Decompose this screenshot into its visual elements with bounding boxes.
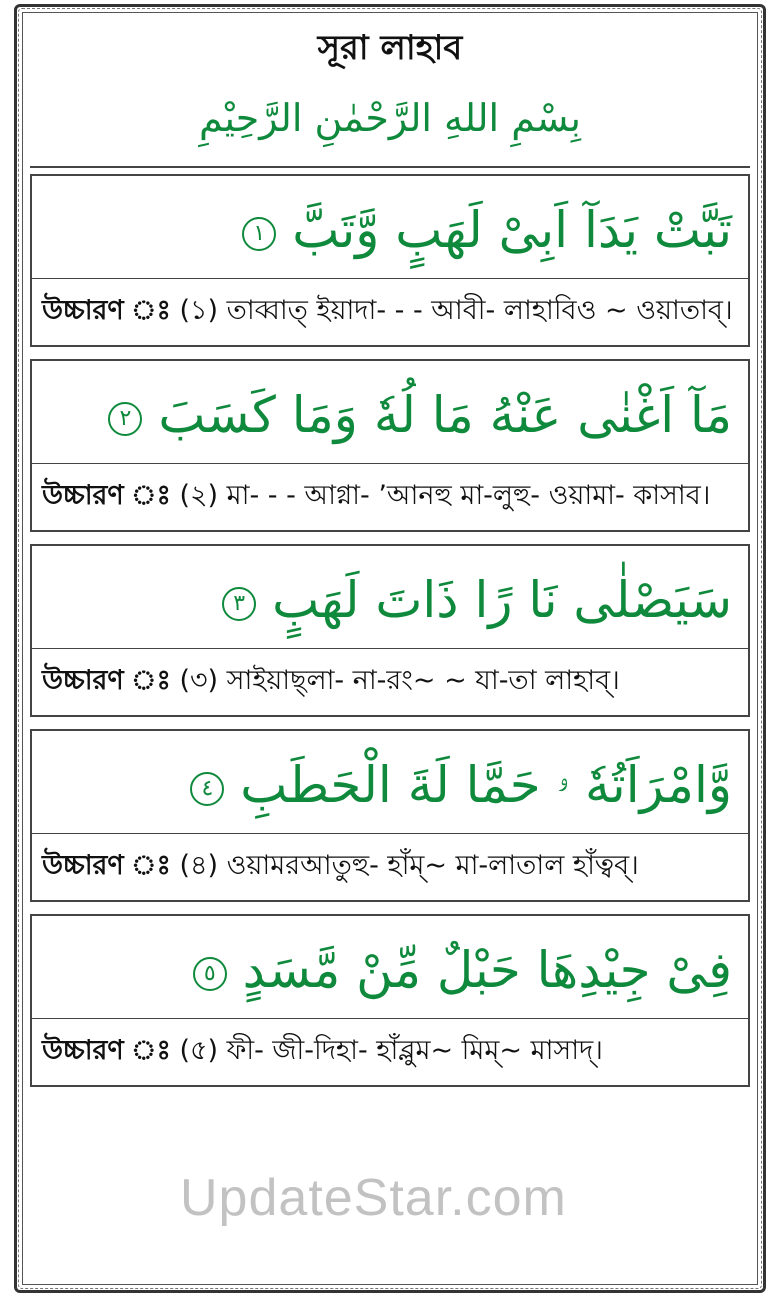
pronunciation-text: (২) মা- - - আগ্না- ’আনহু মা-লুহু- ওয়ামা- কাসাব। [179,480,711,511]
verse-card [30,729,750,902]
surah-title: সূরা লাহাব [317,28,463,68]
verse-pronunciation [32,279,748,345]
pronunciation-label: উচ্চারণ ঃ [42,295,171,326]
ayah-number-marker: ٢ [108,402,142,436]
ayah-number-marker: ٣ [222,587,256,621]
surah-header [30,18,750,168]
pronunciation-text: (১) তাব্বাত্ ইয়াদা- - - আবী- লাহাবিও ~ ওয়াতাব্। [179,295,733,326]
pronunciation-label: উচ্চারণ ঃ [42,850,171,881]
verse-card [30,544,750,717]
verse-arabic: فِىْ جِيْدِهَا حَبْلٌ مِّنْ مَّسَدٍ ٥ [32,916,748,1019]
bismillah: بِسْمِ اللهِ الرَّحْمٰنِ الرَّحِيْمِ [199,96,581,140]
ayah-number-marker: ١ [242,217,276,251]
pronunciation-text: (৫) ফী- জী-দিহা- হাঁব্লুম~ মিম্~ মাসাদ্। [179,1035,603,1066]
watermark: UpdateStar.com [180,1169,567,1227]
pronunciation-text: (৩) সাইয়াছ্লা- না-রং~ ~ যা-তা লাহাব্। [179,665,620,696]
verse-arabic: مَآ اَغْنٰى عَنْهُ مَا لُهٗ وَمَا كَسَبَ ٢ [32,361,748,464]
pronunciation-label: উচ্চারণ ঃ [42,480,171,511]
pronunciation-label: উচ্চারণ ঃ [42,1035,171,1066]
verse-pronunciation [32,1019,748,1085]
pronunciation-text: (৪) ওয়ামরআতুহু- হাঁম্~ মা-লাতাল হাঁত্বব্। [179,850,639,881]
pronunciation-label: উচ্চারণ ঃ [42,665,171,696]
verse-pronunciation [32,464,748,530]
verse-pronunciation [32,834,748,900]
verse-arabic: سَيَصْلٰى نَا رًا ذَاتَ لَهَبٍ ٣ [32,546,748,649]
verse-card [30,359,750,532]
surah-page [30,18,750,1087]
verse-pronunciation [32,649,748,715]
verse-arabic: وَّامْرَاَتُهٗ ۥ حَمَّا لَةَ الْحَطَبِ ٤ [32,731,748,834]
ayah-number-marker: ٥ [193,957,227,991]
verse-card [30,174,750,347]
verse-card [30,914,750,1087]
ayah-number-marker: ٤ [190,772,224,806]
verse-arabic: تَبَّتْ يَدَآ اَبِىْ لَهَبٍ وَّتَبَّ ١ [32,176,748,279]
